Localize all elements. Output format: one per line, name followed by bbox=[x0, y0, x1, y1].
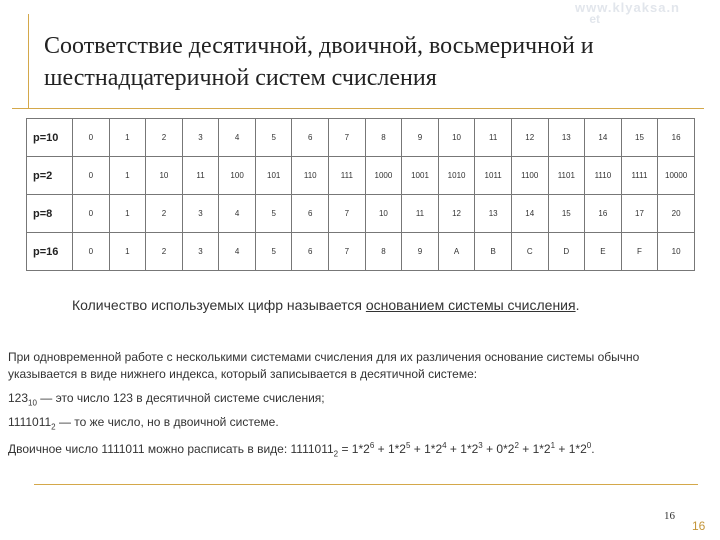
expansion-exponent: 6 bbox=[369, 441, 375, 450]
table-cell: 111 bbox=[329, 157, 366, 195]
title-divider bbox=[12, 108, 704, 109]
table-cell: 6 bbox=[292, 233, 329, 271]
expansion-exponent: 0 bbox=[586, 441, 592, 450]
table-cell: 15 bbox=[621, 119, 658, 157]
table-cell: 9 bbox=[402, 233, 439, 271]
row-header: p=2 bbox=[27, 157, 73, 195]
table-cell: 0 bbox=[73, 119, 110, 157]
table-cell: 11 bbox=[475, 119, 512, 157]
expansion-end: . bbox=[591, 442, 595, 456]
table-cell: 1 bbox=[109, 119, 146, 157]
table-cell: A bbox=[438, 233, 475, 271]
table-cell: E bbox=[585, 233, 622, 271]
table-row bbox=[27, 119, 695, 157]
table-cell: 1 bbox=[109, 233, 146, 271]
table-cell: 3 bbox=[182, 195, 219, 233]
table-cell: 13 bbox=[475, 195, 512, 233]
table-row bbox=[27, 195, 695, 233]
decimal-description: — это число 123 в десятичной системе счисления; bbox=[36, 391, 325, 405]
table-cell: 17 bbox=[621, 195, 658, 233]
watermark: www.klyaksa.n bbox=[574, 0, 680, 15]
row-header: p=8 bbox=[27, 195, 73, 233]
table-cell: 12 bbox=[438, 195, 475, 233]
paragraph-binary-example bbox=[8, 414, 708, 435]
table-cell: 10000 bbox=[658, 157, 695, 195]
table-cell: 14 bbox=[511, 195, 548, 233]
caption-text: Количество используемых цифр называется bbox=[72, 297, 366, 313]
table-cell: 5 bbox=[255, 195, 292, 233]
row-header: p=16 bbox=[27, 233, 73, 271]
expansion-term: + 0*2 bbox=[482, 442, 515, 456]
table-cell: 1100 bbox=[511, 157, 548, 195]
expansion-exponent: 1 bbox=[550, 441, 556, 450]
table-cell: 0 bbox=[73, 157, 110, 195]
table-cell: 1010 bbox=[438, 157, 475, 195]
expansion-exponent: 3 bbox=[478, 441, 483, 450]
table-cell: 11 bbox=[402, 195, 439, 233]
table-cell: 6 bbox=[292, 119, 329, 157]
table-cell: 7 bbox=[329, 233, 366, 271]
binary-number: 1111011 bbox=[8, 415, 52, 429]
table-row bbox=[27, 157, 695, 195]
table-cell: 100 bbox=[219, 157, 256, 195]
page-number-small: 16 bbox=[664, 510, 675, 522]
table-cell: 16 bbox=[658, 119, 695, 157]
title-line-2: шестнадцатеричной систем счисления bbox=[44, 65, 437, 91]
table-cell: 5 bbox=[255, 233, 292, 271]
table-cell: 4 bbox=[219, 119, 256, 157]
table-cell: 10 bbox=[438, 119, 475, 157]
caption-end: . bbox=[575, 297, 580, 313]
table-cell: 1000 bbox=[365, 157, 402, 195]
table-cell: 8 bbox=[365, 119, 402, 157]
table-cell: 10 bbox=[146, 157, 183, 195]
table-cell: 0 bbox=[73, 195, 110, 233]
title-line-1: Соответствие десятичной, двоичной, восьмеричной и bbox=[44, 33, 594, 59]
table-cell: 3 bbox=[182, 119, 219, 157]
table-cell: 7 bbox=[329, 195, 366, 233]
row-header: p=10 bbox=[27, 119, 73, 157]
expansion-term: + 1*2 bbox=[374, 442, 406, 456]
table-cell: 1 bbox=[109, 157, 146, 195]
expansion-exponent: 2 bbox=[514, 441, 519, 450]
table-cell: 1001 bbox=[402, 157, 439, 195]
table-cell: 1101 bbox=[548, 157, 585, 195]
table-cell: B bbox=[475, 233, 512, 271]
table-cell: 20 bbox=[658, 195, 695, 233]
table-cell: 8 bbox=[365, 233, 402, 271]
expansion-intro: Двоичное число 1111011 можно расписать в виде: 1111011 bbox=[8, 442, 334, 456]
table-cell: 2 bbox=[146, 233, 183, 271]
table-cell: 4 bbox=[219, 195, 256, 233]
table-cell: 0 bbox=[73, 233, 110, 271]
paragraph-expansion bbox=[8, 437, 708, 462]
table-cell: 10 bbox=[658, 233, 695, 271]
caption bbox=[72, 297, 579, 313]
expansion-base: 2 bbox=[333, 449, 339, 459]
table-cell: 15 bbox=[548, 195, 585, 233]
footer-divider bbox=[34, 484, 698, 485]
decorative-vertical-line bbox=[28, 14, 29, 108]
table-cell: 110 bbox=[292, 157, 329, 195]
expansion-term: + 1*2 bbox=[410, 442, 443, 456]
table-cell: 4 bbox=[219, 233, 256, 271]
caption-term: основанием системы счисления bbox=[365, 297, 576, 313]
table-cell: C bbox=[511, 233, 548, 271]
expansion-exponent: 4 bbox=[442, 441, 447, 450]
table-cell: 1110 bbox=[585, 157, 622, 195]
table-cell: 5 bbox=[255, 119, 292, 157]
watermark-sub: et bbox=[589, 12, 600, 26]
table-cell: 16 bbox=[585, 195, 622, 233]
table-cell: 10 bbox=[365, 195, 402, 233]
decimal-base: 10 bbox=[28, 398, 37, 408]
table-cell: 1011 bbox=[475, 157, 512, 195]
paragraph-decimal-example bbox=[8, 390, 708, 411]
table-cell: 101 bbox=[255, 157, 292, 195]
number-systems-table bbox=[26, 118, 695, 271]
table-cell: 1111 bbox=[621, 157, 658, 195]
slide-title bbox=[44, 30, 684, 94]
page-number: 16 bbox=[692, 519, 706, 533]
expansion-term: + 1*2 bbox=[446, 442, 479, 456]
table-cell: 7 bbox=[329, 119, 366, 157]
table-cell: 2 bbox=[146, 119, 183, 157]
table-row bbox=[27, 233, 695, 271]
table-cell: 6 bbox=[292, 195, 329, 233]
expansion-term: = 1*2 bbox=[338, 442, 370, 456]
table-cell: 11 bbox=[182, 157, 219, 195]
table-cell: 1 bbox=[109, 195, 146, 233]
table-cell: 3 bbox=[182, 233, 219, 271]
table-cell: 12 bbox=[511, 119, 548, 157]
binary-base: 2 bbox=[51, 422, 56, 432]
expansion-term: + 1*2 bbox=[555, 442, 587, 456]
paragraph-intro: При одновременной работе с несколькими системами счисления для их различения основание системы обычно указывается в виде нижнего индекса, который записывается в десятичной системе: bbox=[8, 350, 640, 381]
table-cell: 13 bbox=[548, 119, 585, 157]
table-cell: D bbox=[548, 233, 585, 271]
table-cell: 2 bbox=[146, 195, 183, 233]
table-cell: 9 bbox=[402, 119, 439, 157]
table-cell: F bbox=[621, 233, 658, 271]
decimal-number: 123 bbox=[8, 391, 29, 405]
expansion-term: + 1*2 bbox=[518, 442, 551, 456]
expansion-exponent: 5 bbox=[405, 441, 411, 450]
binary-description: — то же число, но в двоичной системе. bbox=[55, 415, 279, 429]
table-cell: 14 bbox=[585, 119, 622, 157]
